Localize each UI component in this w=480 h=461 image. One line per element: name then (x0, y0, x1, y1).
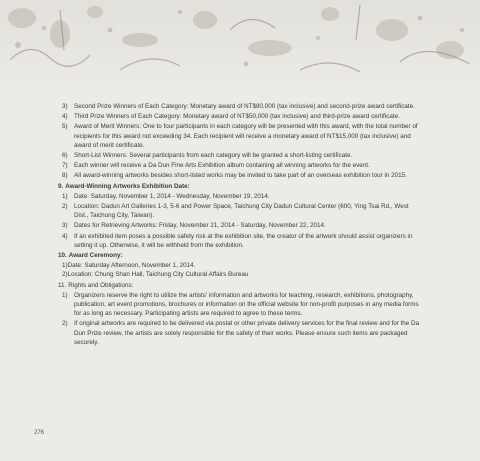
item-number: 2) (62, 203, 68, 211)
item-number: 5) (62, 123, 68, 131)
list-item (62, 102, 424, 111)
item-text: Date: Saturday, November 1, 2014 - Wednesday, November 19, 2014. (74, 192, 270, 200)
ceremony-list (62, 261, 424, 279)
item-text: Dates for Retrieving Artworks: Friday, November 21, 2014 - Saturday, November 22, 2014. (74, 222, 326, 230)
list-item (62, 151, 424, 160)
item-text: All award-winning artworks besides short-listed works may be invited to take part of an overseas exhibition tour in 2015. (74, 172, 407, 180)
item-number: 1) (62, 291, 68, 299)
item-text: Third Prize Winners of Each Category: Monetary award of NT$50,000 (tax inclusive) and third-prize award certificate. (74, 113, 400, 121)
section-number: 10. (58, 252, 67, 260)
item-text: If an exhibited item poses a possible safety risk at the exhibition site, the creator of the artwork should assist organizers in setting it up. Otherwise, it will be withheld from the exhibition. (74, 232, 413, 249)
item-number: 4) (62, 113, 68, 121)
item-number: 7) (62, 162, 68, 170)
item-number: 6) (62, 152, 68, 160)
item-text: Award of Merit Winners: One to four participants in each category will be presented with this award, with the total number of recipients for this award not exceeding 34. Each recipient will receive a monetary award of NT$15,000 (tax inclusive) and award of merit certificate. (74, 123, 418, 149)
section-title: Award Ceremony: (68, 252, 123, 260)
section-number: 11. (58, 281, 67, 289)
section-title: Rights and Obligations: (68, 281, 134, 289)
item-text: If original artworks are required to be delivered via postal or other private delivery services for the final review and for the Da Dun Prize review, the artists are solely responsible for the safety of their works. Please ensure such items are packaged securely. (74, 320, 420, 346)
item-number: 2) (62, 320, 68, 328)
section-10-heading (58, 251, 424, 260)
list-item (62, 319, 424, 347)
list-item (62, 192, 424, 201)
item-number: 3) (62, 222, 68, 230)
item-text: Location: Dadun Art Galleries 1-3, 5-6 and Power Space, Taichung City Dadun Cultural Center (600, Ying Tsai Rd., West Dist., Taichung City, Taiwan). (74, 203, 409, 220)
document-body (58, 102, 424, 348)
list-item (62, 232, 424, 250)
item-text: Each winner will receive a Da Dun Fine Arts Exhibition album containing all winning artworks for the event. (74, 162, 370, 170)
item-number: 8) (62, 172, 68, 180)
page-number: 276 (34, 430, 45, 436)
list-item (62, 171, 424, 180)
list-item (62, 112, 424, 121)
rights-list (62, 291, 424, 347)
list-item: 2)Location: Chung Shan Hall, Taichung City Cultural Affairs Bureau (62, 271, 249, 279)
exhibition-list (62, 192, 424, 250)
list-item (62, 122, 424, 150)
item-number: 3) (62, 103, 68, 110)
item-text: Second Prize Winners of Each Category: Monetary award of NT$80,000 (tax inclusive) and second-prize award certificate. (74, 103, 415, 110)
list-item (62, 161, 424, 170)
list-item (62, 202, 424, 220)
section-number: 9. (58, 182, 64, 190)
section-title: Award-Winning Artworks Exhibition Date: (65, 182, 190, 190)
item-text: Organizers reserve the right to utilize the artists' information and artworks for teaching, research, exhibitions, photography, publication, art event promotions, brochures or information on the official website for non-profit purposes in any media forms for as long as necessary. Participating artists are required to agree to these terms. (74, 291, 419, 318)
award-list (62, 102, 424, 181)
item-number: 1) (62, 192, 68, 200)
item-text: Short-List Winners: Several participants from each category will be granted a short-listing certificate. (74, 152, 353, 160)
list-item (62, 291, 424, 319)
list-item: 1)Date: Saturday Afternoon, November 1, 2014. (62, 262, 196, 270)
section-9-heading (58, 182, 424, 191)
item-number: 4) (62, 232, 68, 240)
header-ink-painting (0, 0, 480, 100)
list-item (62, 221, 424, 230)
section-11-heading (58, 281, 424, 290)
